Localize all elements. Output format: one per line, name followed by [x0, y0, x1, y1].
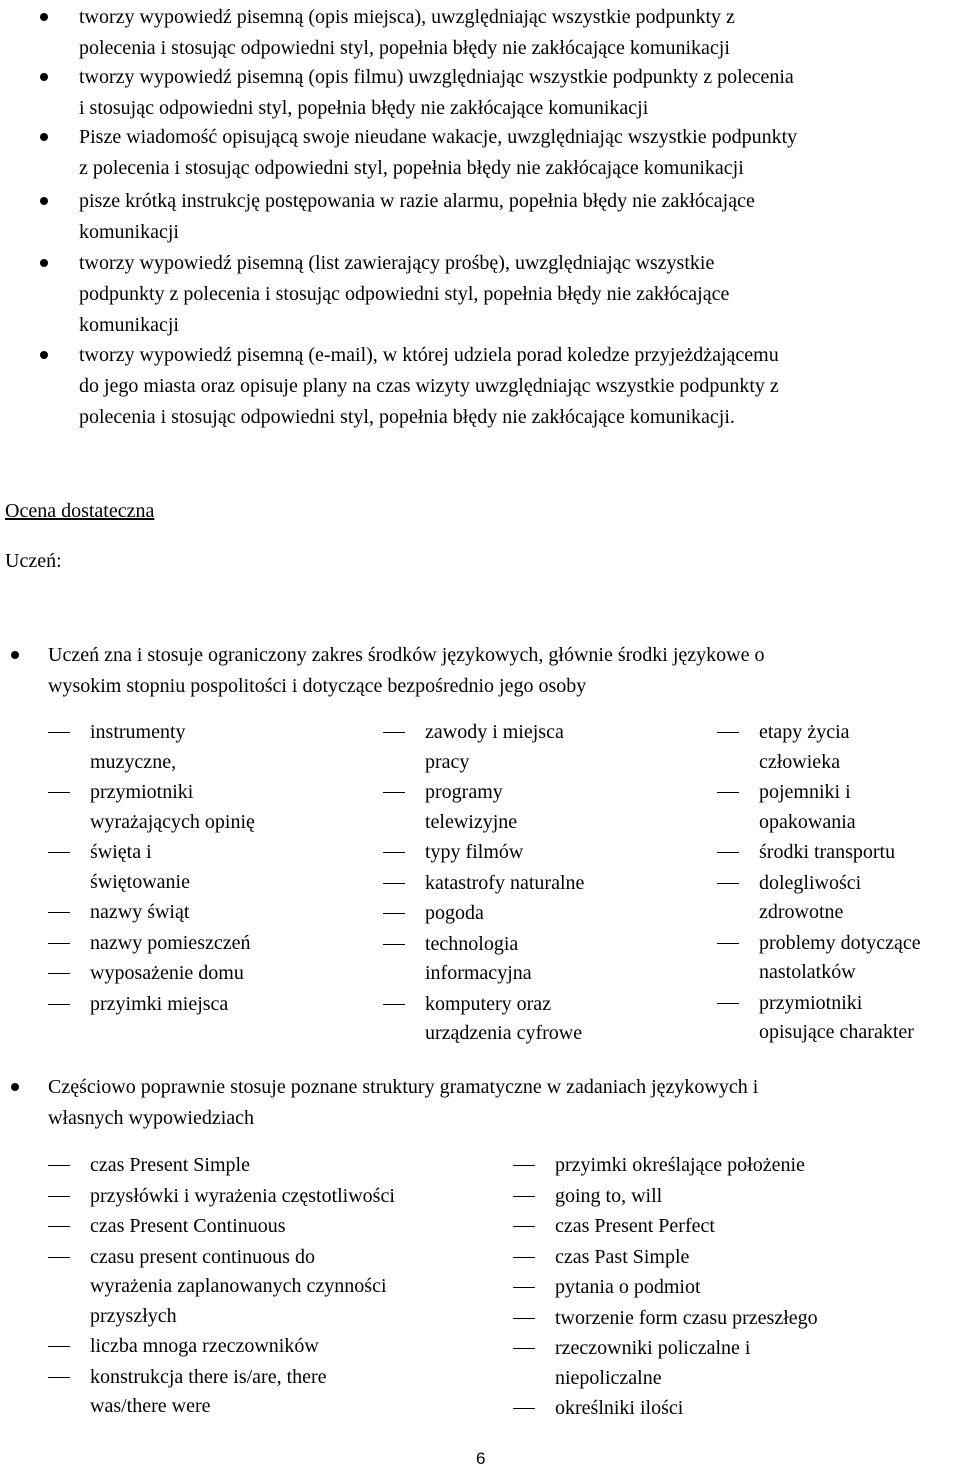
dash-list-item — [513, 1151, 953, 1181]
dash-icon — [717, 732, 739, 733]
text-line: Częściowo poprawnie stosuje poznane struktury gramatyczne w zadaniach językowych i — [48, 1076, 759, 1098]
dash-icon — [717, 883, 739, 884]
dash-list-item — [48, 1243, 488, 1332]
text-line: komunikacji — [79, 314, 179, 336]
bullet-item — [79, 248, 959, 341]
text-line: Uczeń zna i stosuje ograniczony zakres środków językowych, głównie środki językowe o — [48, 644, 765, 666]
dash-icon — [383, 732, 405, 733]
text-line: dolegliwości — [759, 871, 862, 894]
dash-icon — [383, 792, 405, 793]
dash-icon — [383, 883, 405, 884]
text-line: wysokim stopniu pospolitości i dotyczące bezpośrednio jego osoby — [48, 675, 587, 697]
dash-icon — [48, 1257, 70, 1258]
page-number: 6 — [476, 1449, 486, 1468]
dash-list-item — [48, 1332, 488, 1362]
dash-list-item — [48, 990, 338, 1020]
text-line: komunikacji — [79, 221, 179, 243]
text-line: świętowanie — [90, 870, 190, 893]
text-line: programy — [425, 781, 503, 803]
text-line: czas Present Simple — [90, 1154, 250, 1176]
bullet-dot-icon — [40, 351, 48, 359]
text-line: czas Past Simple — [555, 1245, 690, 1268]
dash-icon — [48, 792, 70, 793]
dash-list-item — [513, 1334, 953, 1393]
text-line: polecenia i stosując odpowiedni styl, popełnia błędy nie zakłócające komunikacji — [79, 37, 730, 59]
dash-icon — [513, 1318, 535, 1319]
vocab-list-1 — [48, 718, 338, 1020]
text-line: przyimki określające położenie — [555, 1154, 805, 1176]
section-title: Ocena dostateczna — [5, 500, 155, 522]
dash-list-item — [48, 959, 338, 989]
text-line: nazwy pomieszczeń — [90, 931, 251, 954]
dash-list-item — [48, 1182, 488, 1212]
text-line: konstrukcja there is/are, there — [90, 1365, 327, 1388]
dash-icon — [513, 1348, 535, 1349]
dash-icon — [48, 973, 70, 974]
dash-list-item — [48, 838, 338, 897]
text-line: typy filmów — [425, 841, 524, 863]
dash-list-item — [513, 1273, 953, 1303]
dash-list-item — [48, 898, 338, 928]
bullet-item — [79, 2, 959, 64]
text-line: problemy dotyczące — [759, 931, 921, 954]
text-line: i stosując odpowiedni styl, popełnia błędy nie zakłócające komunikacji — [79, 97, 649, 119]
text-line: zawody i miejsca — [425, 721, 564, 743]
dash-list-item — [383, 718, 673, 777]
text-line: polecenia i stosując odpowiedni styl, popełnia błędy nie zakłócające komunikacji. — [79, 406, 735, 428]
dash-list-item — [717, 989, 960, 1048]
text-line: zdrowotne — [759, 901, 844, 923]
text-line: z polecenia i stosując odpowiedni styl, popełnia błędy nie zakłócające komunikacji — [79, 157, 744, 179]
bullet-dot-icon — [40, 13, 48, 21]
dash-icon — [48, 1346, 70, 1347]
dash-list-item — [717, 838, 960, 868]
dash-list-item — [48, 1212, 488, 1242]
dash-list-item — [383, 930, 673, 989]
text-line: katastrofy naturalne — [425, 871, 585, 894]
dash-list-item — [48, 778, 338, 837]
text-line: tworzy wypowiedź pisemną (list zawierający prośbę), uwzględniając wszystkie — [79, 252, 715, 274]
text-line: nastolatków — [759, 961, 856, 983]
dash-list-item — [383, 778, 673, 837]
text-line: podpunkty z polecenia i stosując odpowiedni styl, popełnia błędy nie zakłócające — [79, 283, 730, 305]
bullet-item — [48, 1072, 948, 1134]
dash-list-item — [48, 929, 338, 959]
dash-list-item — [48, 1363, 488, 1422]
dash-icon — [48, 943, 70, 944]
bullet-dot-icon — [40, 73, 48, 81]
text-line: pisze krótką instrukcję postępowania w razie alarmu, popełnia błędy nie zakłócające — [79, 190, 755, 212]
dash-list-item — [513, 1212, 953, 1242]
text-line: Pisze wiadomość opisującą swoje nieudane wakacje, uwzględniając wszystkie podpunkty — [79, 126, 798, 148]
bullet-dot-icon — [40, 197, 48, 205]
dash-list-item — [513, 1394, 953, 1424]
text-line: święta i — [90, 841, 152, 863]
dash-icon — [717, 943, 739, 944]
text-line: komputery oraz — [425, 992, 552, 1015]
text-line: pojemniki i — [759, 781, 851, 803]
text-line: pogoda — [425, 902, 484, 924]
text-line: wyrażenia zaplanowanych czynności — [90, 1275, 387, 1297]
dash-icon — [513, 1257, 535, 1258]
dash-list-item — [383, 869, 673, 899]
text-line: urządzenia cyfrowe — [425, 1022, 583, 1044]
text-line: wyrażających opinię — [90, 810, 255, 833]
dash-icon — [717, 852, 739, 853]
text-line: was/there were — [90, 1395, 211, 1417]
text-line: przyimki miejsca — [90, 992, 229, 1015]
text-line: do jego miasta oraz opisuje plany na czas wizyty uwzględniając wszystkie podpunkty z — [79, 375, 779, 397]
bullet-dot-icon — [40, 133, 48, 141]
dash-icon — [48, 1004, 70, 1005]
text-line: pracy — [425, 750, 470, 773]
dash-list-item — [513, 1304, 953, 1334]
bullet-item — [79, 122, 959, 184]
text-line: etapy życia — [759, 721, 850, 743]
text-line: człowieka — [759, 750, 841, 773]
text-line: czasu present continuous do — [90, 1245, 315, 1268]
text-line: czas Present Continuous — [90, 1215, 286, 1237]
text-line: przymiotniki — [90, 781, 194, 803]
dash-icon — [513, 1196, 535, 1197]
text-line: informacyjna — [425, 962, 532, 984]
bullet-item — [79, 62, 959, 124]
dash-icon — [383, 913, 405, 914]
dash-icon — [383, 944, 405, 945]
text-line: tworzenie form czasu przeszłego — [555, 1306, 818, 1329]
dash-icon — [48, 732, 70, 733]
dash-icon — [48, 1165, 70, 1166]
dash-list-item — [48, 1151, 488, 1181]
vocab-list-3 — [717, 718, 960, 1049]
dash-list-item — [513, 1182, 953, 1212]
dash-list-item — [383, 990, 673, 1049]
text-line: środki transportu — [759, 841, 896, 863]
text-line: instrumenty — [90, 721, 186, 743]
text-line: opakowania — [759, 810, 856, 833]
dash-icon — [513, 1287, 535, 1288]
text-line: niepoliczalne — [555, 1366, 662, 1389]
dash-list-item — [48, 718, 338, 777]
grammar-list-1 — [48, 1151, 488, 1423]
text-line: własnych wypowiedziach — [48, 1107, 255, 1129]
grammar-list-2 — [513, 1151, 953, 1425]
vocab-list-2 — [383, 718, 673, 1050]
bullet-item — [48, 640, 948, 702]
bullet-item — [79, 186, 959, 248]
dash-icon — [48, 1196, 70, 1197]
dash-icon — [383, 1004, 405, 1005]
dash-icon — [513, 1408, 535, 1409]
text-line: opisujące charakter — [759, 1021, 914, 1043]
dash-icon — [48, 1377, 70, 1378]
text-line: going to, will — [555, 1184, 663, 1207]
dash-list-item — [717, 929, 960, 988]
bullet-item — [79, 340, 959, 433]
dash-icon — [383, 852, 405, 853]
text-line: przysłówki i wyrażenia częstotliwości — [90, 1184, 395, 1207]
dash-icon — [48, 1226, 70, 1227]
text-line: przyszłych — [90, 1304, 177, 1327]
text-line: tworzy wypowiedź pisemną (e-mail), w której udziela porad koledze przyjeżdżającemu — [79, 344, 779, 366]
text-line: rzeczowniki policzalne i — [555, 1337, 751, 1359]
dash-list-item — [383, 838, 673, 868]
text-line: technologia — [425, 932, 519, 955]
dash-icon — [48, 852, 70, 853]
text-line: przymiotniki — [759, 991, 863, 1014]
bullet-dot-icon — [11, 651, 19, 659]
dash-list-item — [717, 718, 960, 777]
bullet-dot-icon — [40, 259, 48, 267]
text-line: telewizyjne — [425, 810, 518, 833]
bullet-dot-icon — [11, 1083, 19, 1091]
dash-list-item — [383, 899, 673, 929]
dash-list-item — [717, 778, 960, 837]
student-label: Uczeń: — [5, 550, 62, 572]
dash-icon — [513, 1165, 535, 1166]
text-line: liczba mnoga rzeczowników — [90, 1335, 319, 1357]
dash-icon — [48, 912, 70, 913]
text-line: tworzy wypowiedź pisemną (opis filmu) uwzględniając wszystkie podpunkty z polecenia — [79, 66, 794, 88]
dash-list-item — [717, 869, 960, 928]
text-line: czas Present Perfect — [555, 1215, 715, 1237]
dash-icon — [717, 1003, 739, 1004]
text-line: tworzy wypowiedź pisemną (opis miejsca), uwzględniając wszystkie podpunkty z — [79, 6, 735, 28]
text-line: nazwy świąt — [90, 901, 190, 923]
dash-list-item — [513, 1243, 953, 1273]
text-line: pytania o podmiot — [555, 1276, 701, 1298]
text-line: wyposażenie domu — [90, 962, 244, 984]
text-line: określniki ilości — [555, 1397, 684, 1419]
dash-icon — [717, 792, 739, 793]
dash-icon — [513, 1226, 535, 1227]
text-line: muzyczne, — [90, 750, 177, 773]
